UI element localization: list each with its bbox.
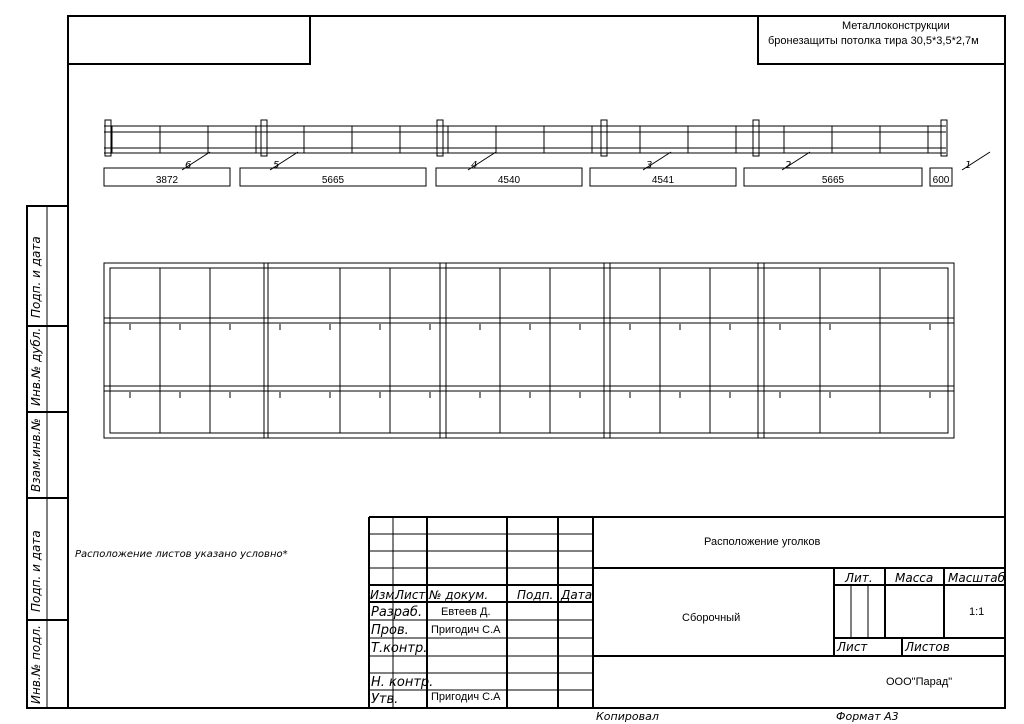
- position-number: 2: [785, 160, 792, 171]
- drawing-title-line2: бронезащиты потолка тира 30,5*3,5*2,7м: [768, 35, 979, 47]
- elevation-view: [104, 120, 990, 186]
- dimension-label: 5665: [321, 175, 345, 186]
- sheets-label: Листов: [905, 640, 950, 654]
- position-number: 3: [646, 160, 653, 171]
- organization: ООО"Парад": [886, 676, 953, 688]
- layout-note: Расположение листов указано условно*: [75, 549, 288, 560]
- side-label-podp-data-2: Подп. и дата: [29, 530, 43, 612]
- scale-value: 1:1: [969, 606, 985, 618]
- col-date: Дата: [561, 588, 593, 602]
- copied-label: Копировал: [596, 710, 659, 723]
- document-title: Расположение уголков: [704, 536, 821, 548]
- document-type: Сборочный: [682, 612, 741, 624]
- col-list: Лист: [395, 588, 426, 602]
- row-nkontr: Н. контр.: [371, 675, 434, 690]
- format-label: Формат А3: [836, 710, 899, 723]
- plan-grid: [104, 263, 954, 438]
- row-razrab: Разраб.: [371, 605, 423, 620]
- lit-header: Лит.: [845, 571, 873, 585]
- mass-header: Масса: [895, 571, 934, 585]
- col-signature: Подп.: [517, 588, 554, 602]
- position-number: 5: [273, 160, 280, 171]
- dimension-label: 4540: [497, 175, 521, 186]
- outer-frame: [68, 16, 1005, 708]
- scale-header: Масштаб: [948, 571, 1006, 585]
- row-prov: Пров.: [371, 623, 409, 638]
- position-number: 6: [185, 160, 192, 171]
- row-tkontr: Т.контр.: [371, 641, 428, 656]
- plan-view: [104, 263, 954, 438]
- col-doc-number: № докум.: [429, 588, 489, 602]
- position-number: 4: [471, 160, 478, 171]
- top-left-stamp-box: [68, 16, 310, 64]
- prov-name: Пригодич С.А: [431, 624, 501, 636]
- dimension-label: 4541: [651, 175, 675, 186]
- sheet-label: Лист: [837, 640, 868, 654]
- row-utv: Утв.: [371, 692, 399, 707]
- utv-name: Пригодич С.А: [431, 691, 501, 703]
- dimension-label: 3872: [155, 175, 179, 186]
- side-label-podp-data-1: Подп. и дата: [29, 236, 43, 318]
- dimension-label: 600: [932, 175, 950, 186]
- side-label-inv-podl: Инв.№ подл.: [29, 625, 43, 704]
- side-label-inv-dubl: Инв.№ дубл.: [29, 327, 43, 406]
- side-label-vzam-inv: Взам.инв.№: [29, 418, 43, 492]
- col-izm: Изм.: [370, 588, 399, 602]
- drawing-title-line1: Металлоконструкции: [842, 20, 950, 32]
- dimension-label: 5665: [821, 175, 845, 186]
- razrab-name: Евтеев Д.: [441, 606, 491, 618]
- position-number: 1: [965, 160, 972, 171]
- elevation-beams: [104, 120, 947, 156]
